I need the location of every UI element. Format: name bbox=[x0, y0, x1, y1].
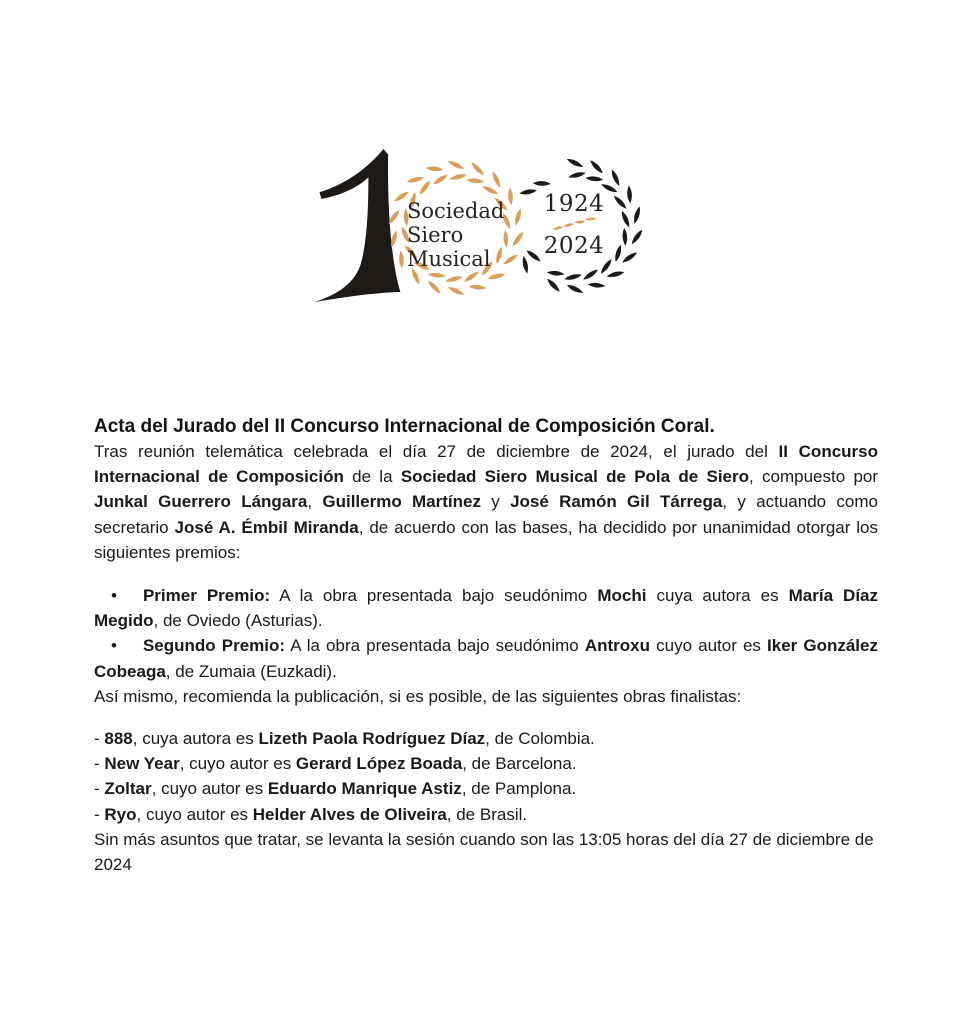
document-title: Acta del Jurado del II Concurso Internacional de Composición Coral. bbox=[94, 416, 715, 437]
finalist-item: - Zoltar, cuyo autor es Eduardo Manrique Astiz, de Pamplona. bbox=[94, 779, 577, 799]
society-centenary-logo bbox=[310, 0, 662, 313]
centenary-logo-graphic bbox=[310, 143, 662, 313]
society-name-line-3: Musical bbox=[407, 247, 491, 271]
society-name-line-2: Siero bbox=[407, 223, 464, 247]
intro-paragraph: Tras reunión telemática celebrada el día 27 de diciembre de 2024, el jurado del II Concurso Internacional de Composición de la Sociedad Siero Musical de Pola de Siero, compuesto por Junkal Guerrero Lángara, Guillermo Martínez y José Ramón Gil Tárrega, y actuando como secretario José A. Émbil Miranda, de acuerdo con las bases, ha decidido por unanimidad otorgar los siguientes premios: bbox=[94, 442, 879, 562]
awards-list bbox=[94, 583, 878, 684]
closing-paragraph: Sin más asuntos que tratar, se levanta la sesión cuando son las 13:05 horas del día 27 de diciembre de 2024 bbox=[94, 829, 874, 875]
year-founded: 1924 bbox=[543, 191, 605, 217]
finalist-item: - 888, cuya autora es Lizeth Paola Rodríguez Díaz, de Colombia. bbox=[94, 729, 595, 749]
bullet-marker: • bbox=[111, 636, 117, 656]
bullet-marker: • bbox=[111, 586, 117, 606]
finalist-item: - New Year, cuyo autor es Gerard López Boada, de Barcelona. bbox=[94, 754, 577, 774]
centenary-years bbox=[544, 191, 605, 259]
award-item-text: Segundo Premio: A la obra presentada bajo seudónimo Antroxu cuyo autor es Iker González Cobeaga, de Zumaia (Euzkadi). bbox=[94, 636, 878, 681]
year-centenary: 2024 bbox=[543, 233, 605, 259]
logo-numeral-1-icon bbox=[314, 149, 400, 302]
finalists-list bbox=[94, 726, 878, 827]
award-item-text: Primer Premio: A la obra presentada bajo seudónimo Mochi cuya autora es María Díaz Megido, de Oviedo (Asturias). bbox=[94, 586, 878, 631]
society-name bbox=[407, 199, 504, 271]
society-name-line-1: Sociedad bbox=[407, 199, 505, 223]
black-laurel-wreath-icon bbox=[514, 157, 645, 295]
acta-document bbox=[94, 415, 878, 877]
finalist-item: - Ryo, cuyo autor es Helder Alves de Oliveira, de Brasil. bbox=[94, 804, 528, 824]
award-item-second-prize bbox=[94, 633, 878, 683]
award-item-first-prize bbox=[94, 583, 878, 633]
gold-sprig-divider-icon bbox=[552, 217, 596, 231]
finalists-intro: Así mismo, recomienda la publicación, si es posible, de las siguientes obras finalistas: bbox=[94, 686, 742, 706]
